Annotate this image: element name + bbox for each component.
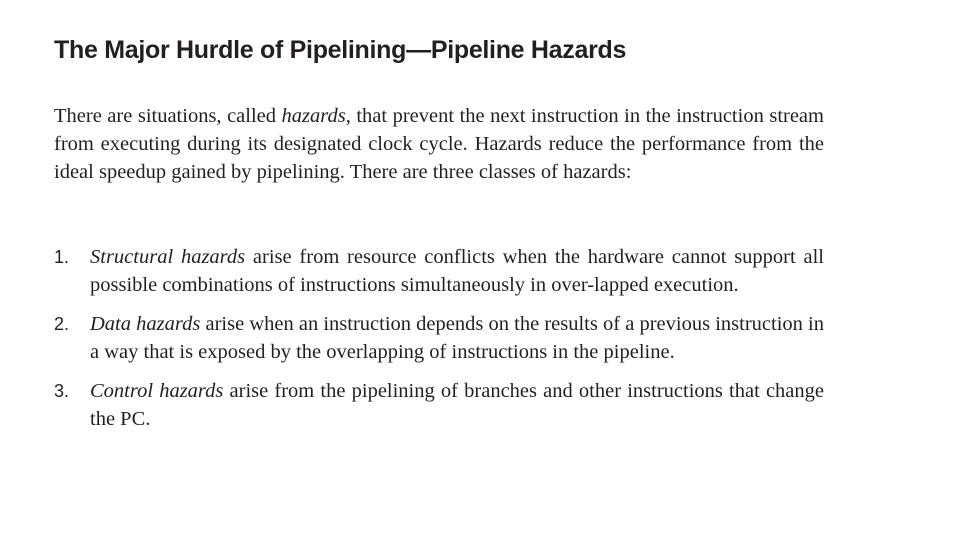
intro-term-hazards: hazards — [281, 105, 346, 127]
hazard-term: Structural hazards — [90, 246, 246, 268]
intro-text-end: , that prevent the next instruction in the instruction stream from executing during its designated clock cycle. Hazards reduce the performance from the ideal speedup gained by pipelining. There are three classes of hazards: — [54, 105, 824, 183]
page-title: The Major Hurdle of Pipelining—Pipeline Hazards — [54, 36, 627, 64]
hazard-term: Control hazards — [90, 380, 224, 402]
hazard-item-structural — [54, 243, 824, 299]
hazard-item-control — [54, 377, 824, 433]
list-number: 2. — [54, 314, 70, 334]
list-number: 1. — [54, 247, 70, 267]
intro-text-start: There are situations, called — [54, 105, 282, 127]
intro-paragraph — [54, 102, 824, 186]
hazard-item-data — [54, 310, 824, 366]
hazard-description: arise when an instruction depends on the results of a previous instruction in a way that is exposed by the overlapping of instructions in the pipeline. — [90, 313, 824, 363]
list-number: 3. — [54, 381, 70, 401]
hazard-list — [54, 243, 824, 444]
hazard-description: arise from the pipelining of branches and other instructions that change the PC. — [90, 380, 824, 430]
hazard-term: Data hazards — [90, 313, 201, 335]
hazard-description: arise from resource conflicts when the hardware cannot support all possible combinations of instructions simultaneously in over-lapped execution. — [90, 246, 824, 296]
